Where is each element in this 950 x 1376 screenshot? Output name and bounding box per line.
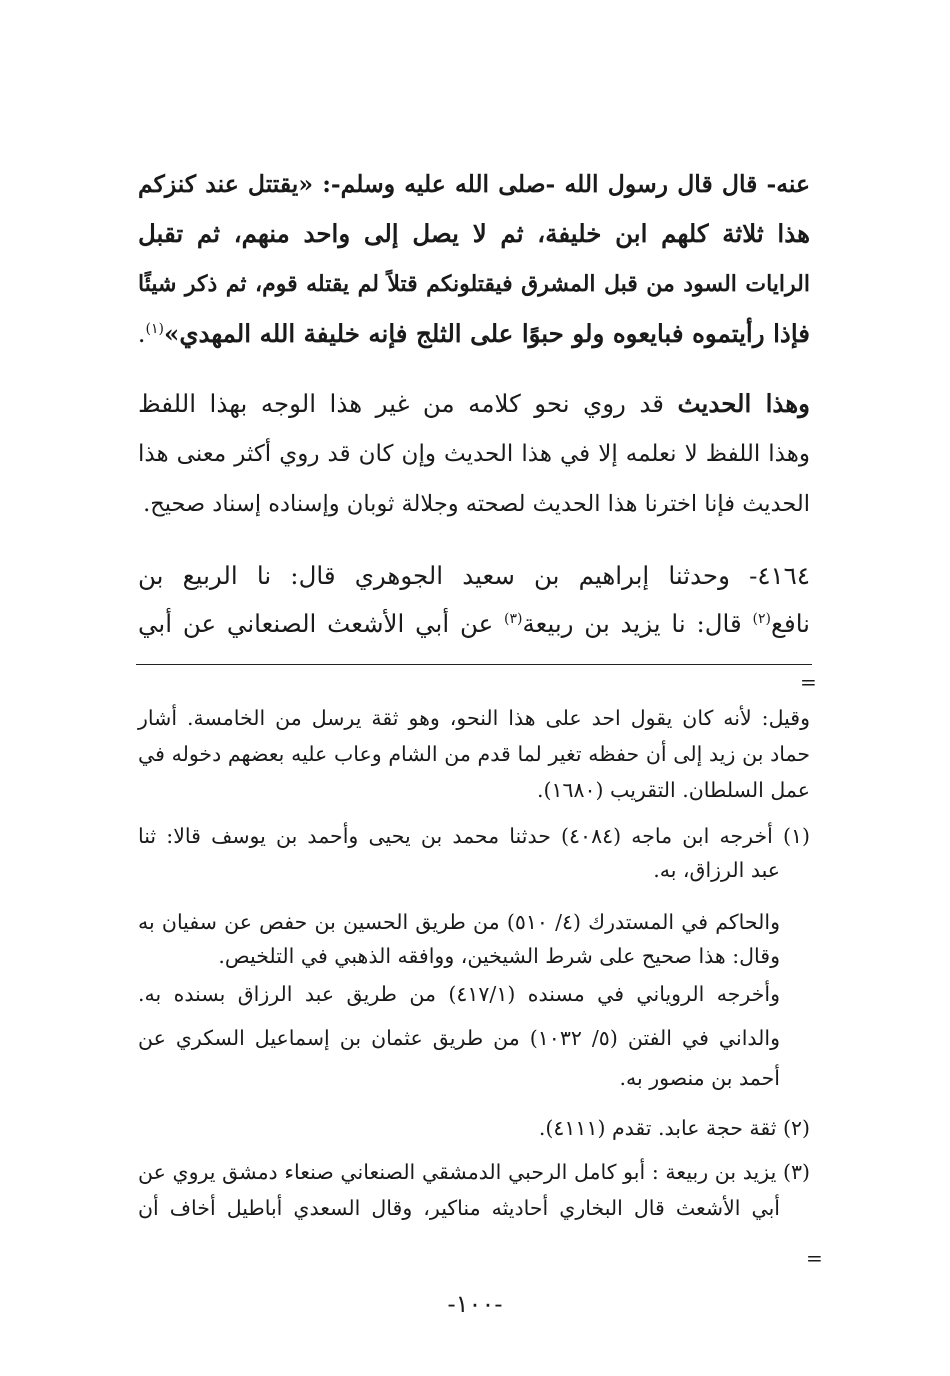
footnote-separator (136, 664, 812, 665)
hadith-line-2: هذا ثلاثة كلهم ابن خليفة، ثم لا يصل إلى واحد منهم، ثم تقبل (138, 219, 810, 248)
page-number: -١٠٠- (447, 1290, 503, 1318)
footnote-continues-mark: = (806, 1246, 823, 1270)
footnote-1-line-1: (١) أخرجه ابن ماجه (٤٠٨٤) حدثنا محمد بن يحيى وأحمد بن يوسف قالا: ثنا (138, 824, 810, 848)
footnote-1-line-4: وقال: هذا صحيح على شرط الشيخين، ووافقه الذهبي في التلخيص. (218, 944, 780, 968)
footnote-1-line-6: والداني في الفتن (٥/ ١٠٣٢) من طريق عثمان بن إسماعيل السكري عن (138, 1026, 780, 1050)
footnote-ref-2: (٢) (752, 610, 771, 627)
commentary-line-2: وهذا اللفظ لا نعلمه إلا في هذا الحديث وإن كان قد روي أكثر معنى هذا (138, 441, 810, 467)
continuation-mark: = (800, 670, 817, 694)
footnote-ref-1: (١) (145, 320, 164, 337)
footnote-1-line-3: والحاكم في المستدرك (٤/ ٥١٠) من طريق الحسين بن حفص عن سفيان به (138, 910, 780, 934)
commentary-line-3: الحديث فإنا اخترنا هذا الحديث لصحته وجلالة ثوبان وإسناده إسناد صحيح. (143, 491, 810, 517)
commentary-lead: وهذا الحديث (677, 389, 810, 418)
isnad-line-2: نافع$^{(٢)}$ قال: نا يزيد بن ربيعة$^{(٣)}$ عن أبي الأشعث الصنعاني عن أبي (138, 609, 810, 638)
footnote-3-line-1: (٣) يزيد بن ربيعة : أبو كامل الرحبي الدمشقي الصنعاني صنعاء دمشق يروي عن (138, 1160, 810, 1184)
footnote-1-line-2: عبد الرزاق، به. (653, 858, 780, 882)
footnote-1-line-7: أحمد بن منصور به. (619, 1066, 780, 1090)
footnote-carry-line-1: وقيل: لأنه كان يقول احد على هذا النحو، وهو ثقة يرسل من الخامسة. أشار (138, 706, 810, 730)
footnote-2: (٢) ثقة حجة عابد. تقدم (٤١١١). (538, 1116, 810, 1140)
footnote-carry-line-3: عمل السلطان. التقريب (١٦٨٠). (536, 778, 810, 802)
isnad-line-1: ٤١٦٤- وحدثنا إبراهيم بن سعيد الجوهري قال: نا الربيع بن (138, 561, 810, 590)
footnote-1-line-5: وأخرجه الروياني في مسنده (٤١٧/١) من طريق عبد الرزاق بسنده به. (138, 982, 780, 1006)
commentary-line-1: وهذا الحديث قد روي نحو كلامه من غير هذا الوجه بهذا اللفظ (138, 389, 810, 418)
footnote-ref-3: (٣) (504, 610, 523, 627)
footnote-carry-line-2: حماد بن زيد إلى أن حفظه تغير لما قدم من الشام وعاب عليه بعضهم دخوله في (138, 742, 810, 766)
hadith-line-3: الرايات السود من قبل المشرق فيقتلونكم قتلاً لم يقتله قوم، ثم ذكر شيئًا (138, 271, 810, 297)
hadith-line-4: فإذا رأيتموه فبايعوه ولو حبوًا على الثلج فإنه خليفة الله المهدي»$^{(١)}$. (137, 319, 810, 348)
footnote-3-line-2: أبي الأشعث قال البخاري أحاديثه مناكير، وقال السعدي أباطيل أخاف أن (138, 1196, 780, 1220)
hadith-line-1: عنه- قال قال رسول الله -صلى الله عليه وسلم-: «يقتتل عند كنزكم (138, 170, 810, 198)
